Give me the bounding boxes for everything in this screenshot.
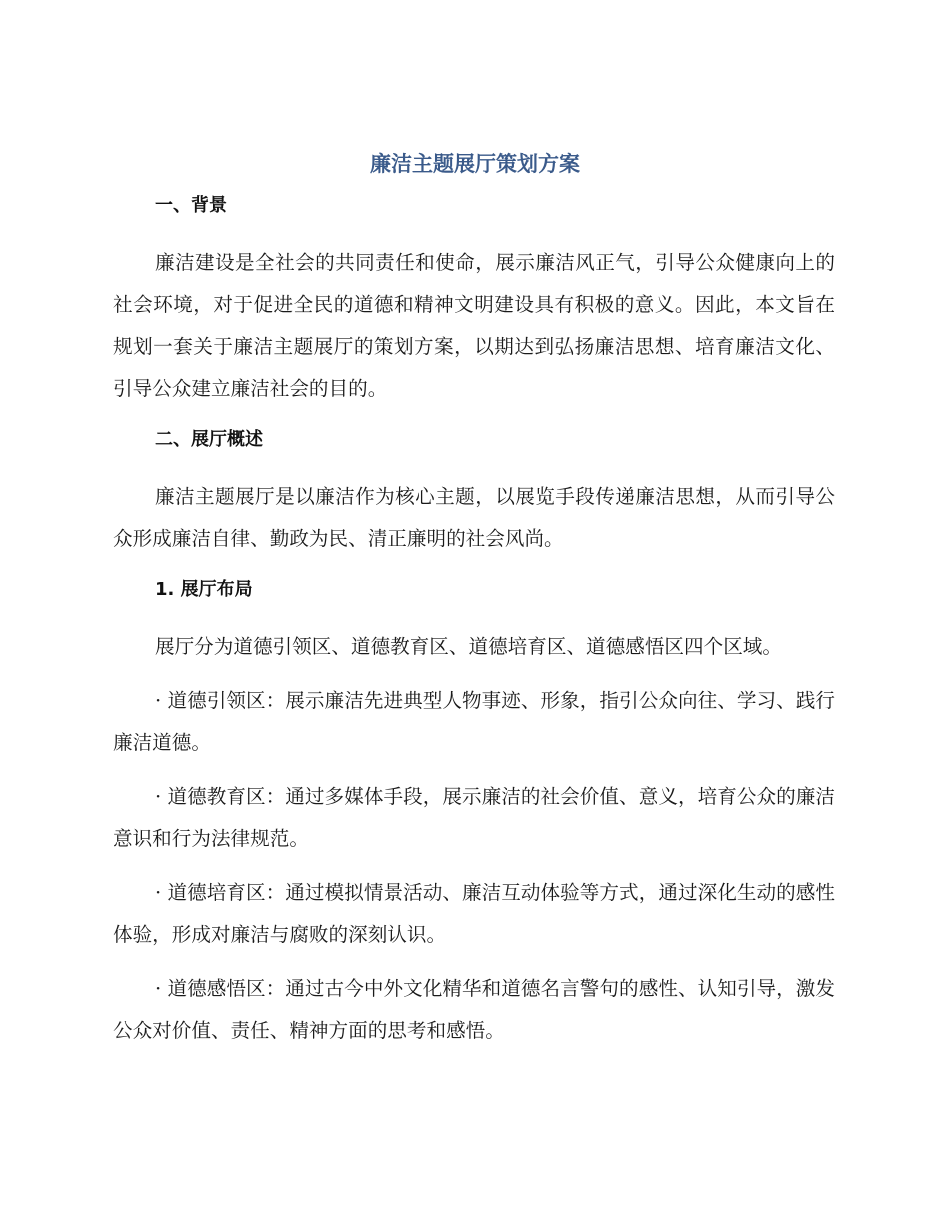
- section-heading-overview: 二、展厅概述: [155, 429, 263, 450]
- section-heading-background: 一、背景: [155, 195, 227, 216]
- paragraph-background: 廉洁建设是全社会的共同责任和使命，展示廉洁风正气，引导公众健康向上的社会环境，对于促进全民的道德和精神文明建设具有积极的意义。因此，本文旨在规划一套关于廉洁主题展厅的策划方案，以期达到弘扬廉洁思想、培育廉洁文化、引导公众建立廉洁社会的目的。: [113, 251, 835, 400]
- document-title: 廉洁主题展厅策划方案: [370, 152, 580, 176]
- list-item-moral-education: · 道德教育区：通过多媒体手段，展示廉洁的社会价值、意义，培育公众的廉洁意识和行为法律规范。: [113, 785, 835, 850]
- list-item-moral-cultivation: · 道德培育区：通过模拟情景活动、廉洁互动体验等方式，通过深化生动的感性体验，形成对廉洁与腐败的深刻认识。: [113, 881, 835, 946]
- paragraph-overview: 廉洁主题展厅是以廉洁作为核心主题，以展览手段传递廉洁思想，从而引导公众形成廉洁自律、勤政为民、清正廉明的社会风尚。: [113, 485, 835, 550]
- paragraph-layout: 展厅分为道德引领区、道德教育区、道德培育区、道德感悟区四个区域。: [155, 635, 782, 658]
- list-item-moral-guidance: · 道德引领区：展示廉洁先进典型人物事迹、形象，指引公众向往、学习、践行廉洁道德。: [113, 689, 835, 754]
- document-body: [113, 190, 835, 1052]
- list-item-moral-insight: · 道德感悟区：通过古今中外文化精华和道德名言警句的感性、认知引导，激发公众对价值、责任、精神方面的思考和感悟。: [113, 977, 835, 1042]
- subheading-layout: 1. 展厅布局: [155, 579, 253, 600]
